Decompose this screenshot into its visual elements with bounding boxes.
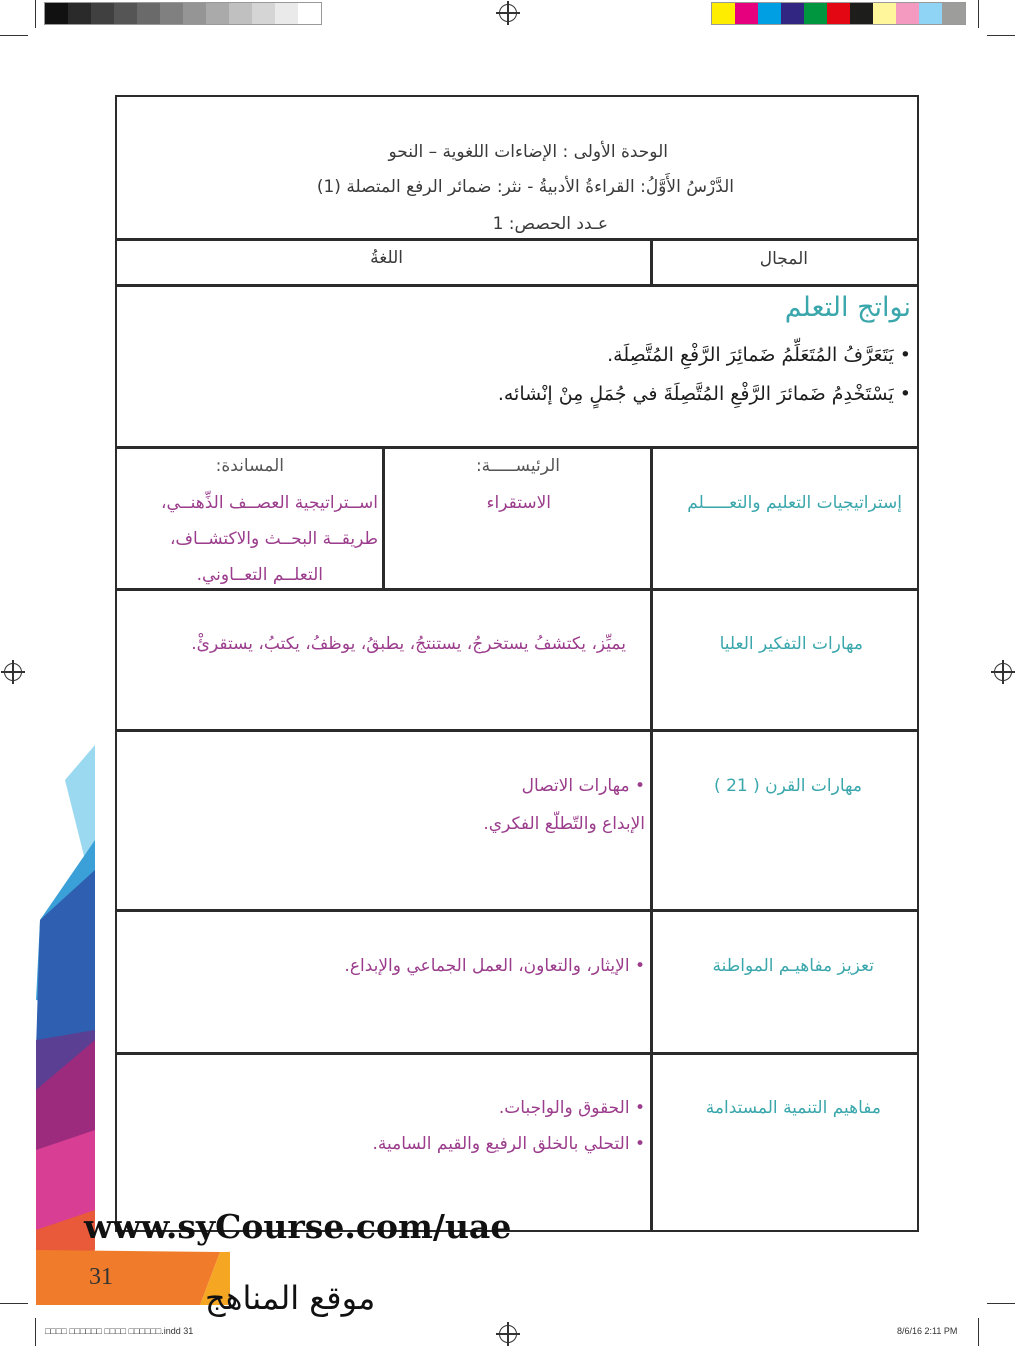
strategies-label: إستراتيجيات التعليم والتعـــــلم bbox=[687, 493, 902, 513]
sustainability-label: مفاهيم التنمية المستدامة bbox=[705, 1098, 881, 1118]
registration-mark-icon bbox=[499, 1325, 517, 1343]
row-divider bbox=[115, 729, 919, 732]
row-divider bbox=[115, 446, 919, 449]
century-skill-item: الإبداع والتّطلّع الفكري. bbox=[483, 814, 645, 834]
print-date: 8/6/16 2:11 PM bbox=[897, 1326, 958, 1336]
column-divider bbox=[650, 446, 653, 1232]
lesson-title: الدَّرْسُ الأَوَّلُ: القراءةُ الأدبيةُ - نثر: ضمائر الرفع المتصلة (1) bbox=[316, 177, 734, 197]
row-divider bbox=[115, 1052, 919, 1055]
main-strategy-title: الرئيســـــة: bbox=[475, 456, 560, 476]
column-divider bbox=[382, 446, 385, 590]
crop-mark bbox=[987, 35, 1015, 36]
sessions-count: عـدد الحصص: 1 bbox=[492, 214, 608, 234]
century-skills-label: مهارات القرن ( 21 ) bbox=[714, 776, 862, 796]
crop-mark bbox=[978, 0, 979, 28]
row-divider bbox=[115, 909, 919, 912]
sustainability-item: • الحقوق والواجبات. bbox=[498, 1098, 645, 1118]
citizenship-item: • الإيثار، والتعاون، العمل الجماعي والإبداع. bbox=[344, 956, 645, 976]
watermark-url[interactable]: www.syCourse.com/uae bbox=[84, 1207, 512, 1246]
sustainability-item: • التحلي بالخلق الرفيع والقيم السامية. bbox=[372, 1134, 645, 1154]
row-divider bbox=[115, 588, 919, 591]
crop-mark bbox=[978, 1318, 979, 1346]
registration-mark-icon bbox=[499, 4, 517, 22]
process-color-bar bbox=[711, 2, 966, 25]
support-strategy-line: التعلــم التعــاوني. bbox=[196, 565, 323, 585]
registration-mark-icon bbox=[994, 663, 1012, 681]
thinking-skills-value: يميِّز، يكتشفُ يستخرجُ، يستنتجُ، يطبقُ، يوظفُ، يكتبُ، يستقرئْ. bbox=[191, 634, 626, 654]
support-strategy-line: اســتراتيجية العصــف الذِّهنــي، bbox=[161, 493, 378, 513]
unit-title: الوحدة الأولى : الإضاءات اللغوية – النحو bbox=[388, 142, 668, 162]
outcome-item: • يَتَعَرَّفُ المُتَعَلِّمُ ضَمائِرَ الرَّفْعِ المُتَّصِلَة. bbox=[607, 344, 911, 366]
page-number: 31 bbox=[89, 1264, 113, 1290]
citizenship-label: تعزيز مفاهيـم المواطنة bbox=[712, 956, 874, 976]
century-skill-item: • مهارات الاتصال bbox=[521, 776, 645, 796]
site-name: موقع المناهج bbox=[205, 1279, 376, 1317]
crop-mark bbox=[987, 1303, 1015, 1304]
thinking-skills-label: مهارات التفكير العليا bbox=[719, 634, 863, 654]
main-strategy-value: الاستقراء bbox=[486, 493, 551, 513]
outcomes-title: نواتج التعلم bbox=[784, 292, 911, 323]
row-divider bbox=[115, 284, 919, 287]
domain-label: المجال bbox=[759, 249, 808, 269]
support-strategy-line: طريقــة البحــث والاكتشــاف، bbox=[169, 529, 378, 549]
file-info: □□□□ □□□□□□ □□□□ □□□□□□.indd 31 bbox=[45, 1326, 194, 1336]
outcome-item: • يَسْتَخْدِمُ ضَمائرَ الرَّفْعِ المُتَّصِلَةَ في جُمَلٍ مِنْ إنْشائه. bbox=[497, 383, 911, 405]
support-strategy-title: المساندة: bbox=[215, 456, 284, 476]
column-divider bbox=[650, 238, 653, 286]
domain-value: اللغةُ bbox=[370, 248, 403, 268]
row-divider bbox=[115, 238, 919, 241]
